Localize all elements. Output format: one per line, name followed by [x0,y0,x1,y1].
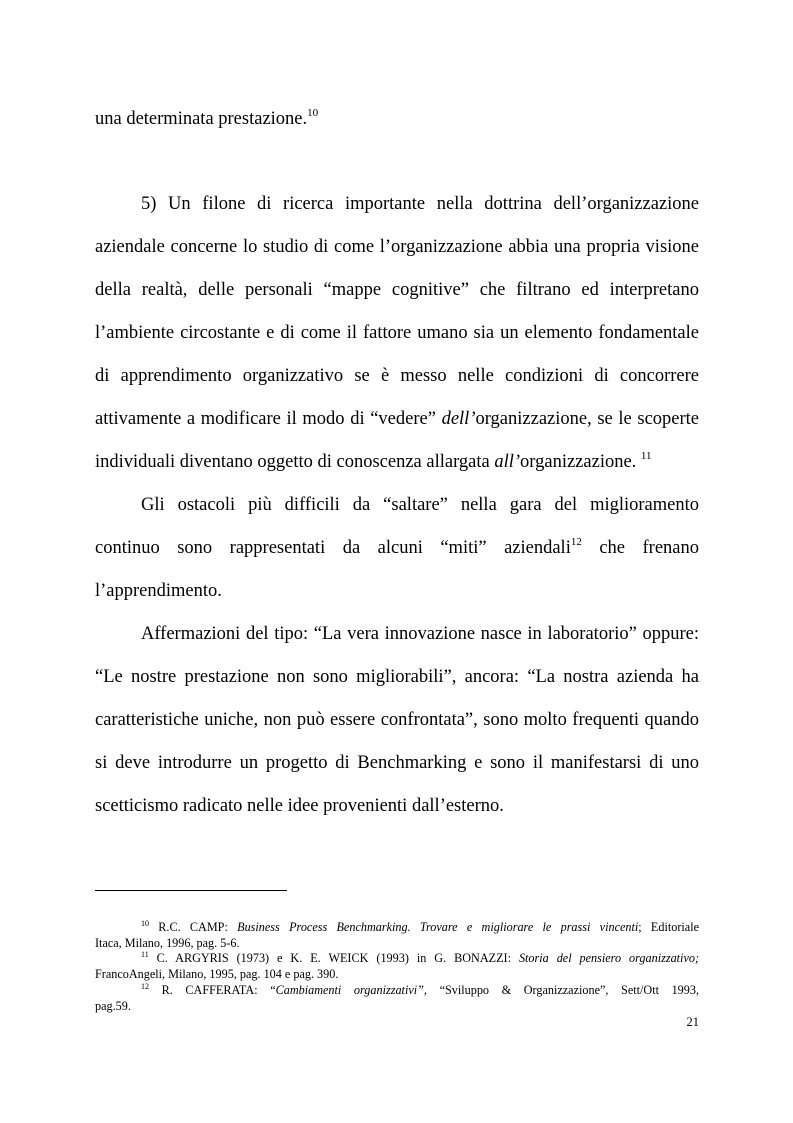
footnote-separator [95,890,287,891]
italic-text: all’ [494,452,521,472]
text: attivamente a modificare il modo di “vedere” [95,409,436,429]
paragraph-line: di apprendimento organizzativo se è messo nelle condizioni di concorrere [95,366,699,386]
footnote-number: 11 [141,950,149,959]
text: individuali diventano oggetto di conoscenza allargata [95,452,490,472]
italic-text: Cambiamenti organizzativi”, [275,983,427,997]
text: una determinata prestazione. [95,109,308,129]
paragraph-line: l’ambiente circostante e di come il fattore umano sia un elemento fondamentale [95,323,699,343]
paragraph-line: scetticismo radicato nelle idee provenienti dall’esterno. [95,796,504,816]
footnote-ref: 11 [640,450,652,462]
paragraph-line: aziendale concerne lo studio di come l’organizzazione abbia una propria visione [95,237,699,257]
text: “Sviluppo & Organizzazione”, Sett/Ott 1993, [439,983,700,997]
paragraph-line: l’apprendimento. [95,581,222,601]
text: C. ARGYRIS (1973) e K. E. WEICK (1993) in G. BONAZZI: [156,951,511,965]
paragraph-line [95,408,699,430]
text: continuo sono rappresentati da alcuni “miti” aziendali [95,538,571,558]
text: R. CAFFERATA: “ [161,983,276,997]
paragraph-line: Gli ostacoli più difficili da “saltare” nella gara del miglioramento [141,495,699,515]
text: organizzazione. [520,452,637,472]
paragraph-line [95,537,699,559]
page-number: 21 [686,1015,699,1029]
italic-text: dell’ [441,409,476,429]
footnote-line: Itaca, Milano, 1996, pag. 5-6. [95,936,240,950]
text: ; Editoriale [638,920,699,934]
footnote-line: FrancoAngeli, Milano, 1995, pag. 104 e pag. 390. [95,967,339,981]
text: che frenano [599,538,700,558]
text: organizzazione, se le scoperte [475,409,700,429]
footnote-number: 12 [141,982,149,991]
footnote-line [141,951,699,966]
footnote-ref: 10 [307,107,319,119]
paragraph-line: caratteristiche uniche, non può essere confrontata”, sono molto frequenti quando [95,710,699,730]
paragraph-line [95,108,699,130]
footnote-line [141,983,699,998]
footnote-line [141,920,699,935]
paragraph-line: Affermazioni del tipo: “La vera innovazione nasce in laboratorio” oppure: [141,624,699,644]
italic-text: Storia del pensiero organizzativo; [518,951,700,965]
paragraph-line: 5) Un filone di ricerca importante nella dottrina dell’organizzazione [141,194,699,214]
footnote-line: pag.59. [95,999,131,1013]
footnote-number: 10 [141,919,149,928]
italic-text: Business Process Benchmarking. Trovare e migliorare le prassi vincenti [237,920,639,934]
paragraph-line: si deve introdurre un progetto di Benchmarking e sono il manifestarsi di uno [95,753,699,773]
text: R.C. CAMP: [158,920,228,934]
paragraph-line [95,451,699,473]
paragraph-line: “Le nostre prestazione non sono migliorabili”, ancora: “La nostra azienda ha [95,667,699,687]
footnote-ref: 12 [570,536,582,548]
paragraph-line: della realtà, delle personali “mappe cognitive” che filtrano ed interpretano [95,280,699,300]
